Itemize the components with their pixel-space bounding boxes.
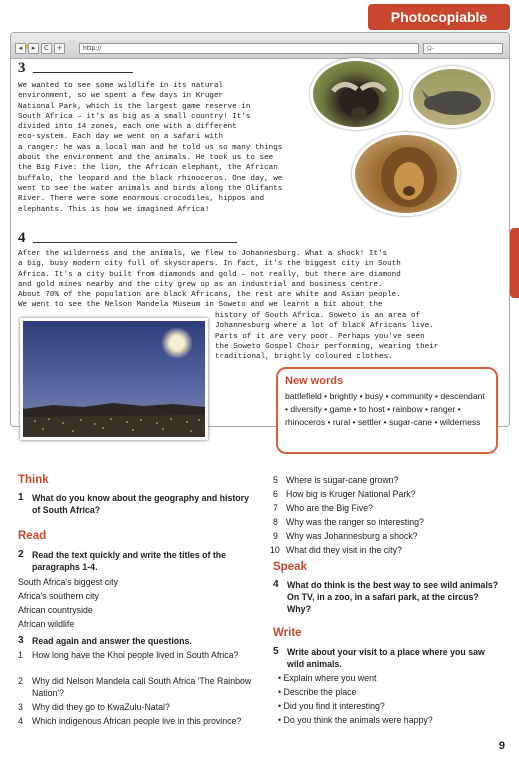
write-q5-number: 5 — [273, 646, 279, 657]
question-text: How long have the Khoi people lived in South Africa? — [32, 650, 239, 660]
text-line: went to see the water animals and birds along the Olifants — [18, 184, 283, 193]
question-number: 10 — [270, 545, 280, 555]
question-number: 7 — [273, 503, 278, 513]
page-number: 9 — [498, 740, 505, 752]
question-number: 2 — [18, 676, 23, 686]
question-text: Which indigenous African people live in this province? — [32, 716, 242, 726]
text-line: traditional, brightly coloured clothes. — [215, 353, 393, 362]
text-line: After the wilderness and the animals, we flew to Johannesburg. What a shock! It's — [18, 250, 388, 258]
photocopiable-badge: Photocopiable — [368, 4, 510, 30]
write-bullet: • Describe the place — [278, 687, 357, 697]
text-line: We wanted to see some wildlife in its natural — [18, 82, 224, 90]
text-line: eco-system. Each day we went on a safari with — [18, 133, 224, 142]
question-number: 1 — [18, 650, 23, 660]
text-line: buffalo, the leopard and the black rhinoceros. One day, we — [18, 174, 283, 183]
text-line: Johannesburg where a lot of black Africans live. — [215, 322, 434, 331]
reload-button[interactable]: C — [41, 43, 52, 54]
new-words-title: New words — [285, 375, 344, 387]
text-line: Parts of it are very poor. Perhaps you've seen — [215, 332, 425, 341]
question-text: Why was Johannesburg a shock? — [286, 531, 418, 541]
page-edge-tab — [510, 228, 519, 298]
text-line: National Park, which is the largest game reserve in — [18, 102, 251, 111]
text-line: environment, so we spent a few days in Kruger — [18, 92, 224, 101]
read-q3-text: Read again and answer the questions. — [32, 636, 192, 646]
new-words-list: battlefield • brightly • busy • community • descendant • diversity • game • to host • rainbow • ranger • rhinoceros • rural • settler • sugar-cane • wilderness — [285, 391, 485, 427]
text-line: and gold mines nearby and the city grew up as an industrial and business centre. — [18, 280, 383, 289]
write-bullet: • Did you find it interesting? — [278, 701, 385, 711]
question-number: 4 — [18, 716, 23, 726]
question-number: 9 — [273, 531, 278, 541]
text-line: South Africa – it's as big as a small country! It's — [18, 112, 251, 121]
question-text: Why was the ranger so interesting? — [286, 517, 424, 527]
paragraph-4-text — [18, 249, 498, 311]
question-text: Where is sugar-cane grown? — [286, 475, 399, 485]
johannesburg-night-photo — [20, 318, 208, 440]
search-field[interactable]: Q- — [423, 43, 503, 54]
new-tab-button[interactable]: + — [54, 43, 65, 54]
speak-q4-text: What do think is the best way to see wild animals? On TV, in a zoo, in a safari park, at the circus? Why? — [287, 580, 499, 614]
text-line: the Soweto Gospel Choir performing, wearing their — [215, 342, 439, 351]
text-line: About 70% of the population are black Africans, the rest are white and Asian people. — [18, 291, 401, 300]
text-line: history of South Africa. Soweto is an area of — [215, 312, 421, 320]
night-city-illustration — [23, 321, 205, 437]
question-number: 8 — [273, 517, 278, 527]
write-q5-text: Write about your visit to a place where you saw wild animals. — [287, 647, 485, 669]
text-line: River. There were some enormous crocodiles, hippos and — [18, 195, 265, 204]
back-button[interactable]: ◂ — [15, 43, 26, 54]
read-q2-number: 2 — [18, 549, 24, 560]
paragraph-3-title-line — [33, 72, 133, 73]
title-option: African wildlife — [18, 619, 75, 629]
question-number: 3 — [18, 702, 23, 712]
text-line: Africa. It's a city built from diamonds and gold – not really, but there are diamond — [18, 270, 401, 279]
read-heading: Read — [18, 530, 47, 542]
think-q1-text: What do you know about the geography and history of South Africa? — [32, 493, 249, 515]
paragraph-3-text — [18, 81, 318, 215]
rhinoceros-photo — [410, 66, 494, 128]
title-option: South Africa's biggest city — [18, 577, 118, 587]
think-heading: Think — [18, 474, 49, 486]
question-text: What did they visit in the city? — [286, 545, 402, 555]
write-bullet: • Explain where you went — [278, 673, 377, 683]
text-line: We went to see the Nelson Mandela Museum in Soweto and we learnt a bit about the — [18, 301, 383, 310]
paragraph-4-wrap-text — [215, 311, 505, 362]
question-text: Who are the Big Five? — [286, 503, 374, 513]
question-text: Why did they go to KwaZulu-Natal? — [32, 702, 170, 712]
text-line: about the environment and the animals. He took us to see — [18, 154, 274, 163]
text-line: a big, busy modern city full of skyscrapers. In fact, it's the biggest city in South — [18, 260, 401, 269]
text-line: a ranger: he was a local man and he told us so many things — [18, 143, 283, 152]
paragraph-4-title-line — [33, 242, 237, 243]
paragraph-3-number: 3 — [18, 60, 26, 76]
forward-button[interactable]: ▸ — [28, 43, 39, 54]
write-heading: Write — [273, 627, 302, 639]
read-q2-text: Read the text quickly and write the titles of the paragraphs 1-4. — [32, 550, 227, 572]
buffalo-photo — [310, 58, 402, 130]
paragraph-4-number: 4 — [18, 230, 26, 246]
speak-heading: Speak — [273, 561, 307, 573]
title-option: Africa's southern city — [18, 591, 99, 601]
title-option: African countryside — [18, 605, 93, 615]
address-bar[interactable]: http:// — [79, 43, 419, 54]
write-bullet: • Do you think the animals were happy? — [278, 715, 433, 725]
text-line: divided into 14 zones, each one with a different — [18, 123, 237, 132]
new-words-box — [276, 367, 498, 454]
question-text: How big is Kruger National Park? — [286, 489, 416, 499]
question-number: 6 — [273, 489, 278, 499]
read-q3-number: 3 — [18, 635, 24, 646]
lion-photo — [352, 132, 460, 216]
think-q1-number: 1 — [18, 492, 24, 503]
text-line: the Big Five: the lion, the African elephant, the African — [18, 164, 278, 173]
question-text: Why did Nelson Mandela call South Africa 'The Rainbow Nation'? — [32, 676, 252, 698]
speak-q4-number: 4 — [273, 579, 279, 590]
question-number: 5 — [273, 475, 278, 485]
text-line: elephants. This is how we imagined Africa! — [18, 205, 210, 214]
browser-toolbar — [11, 33, 509, 59]
